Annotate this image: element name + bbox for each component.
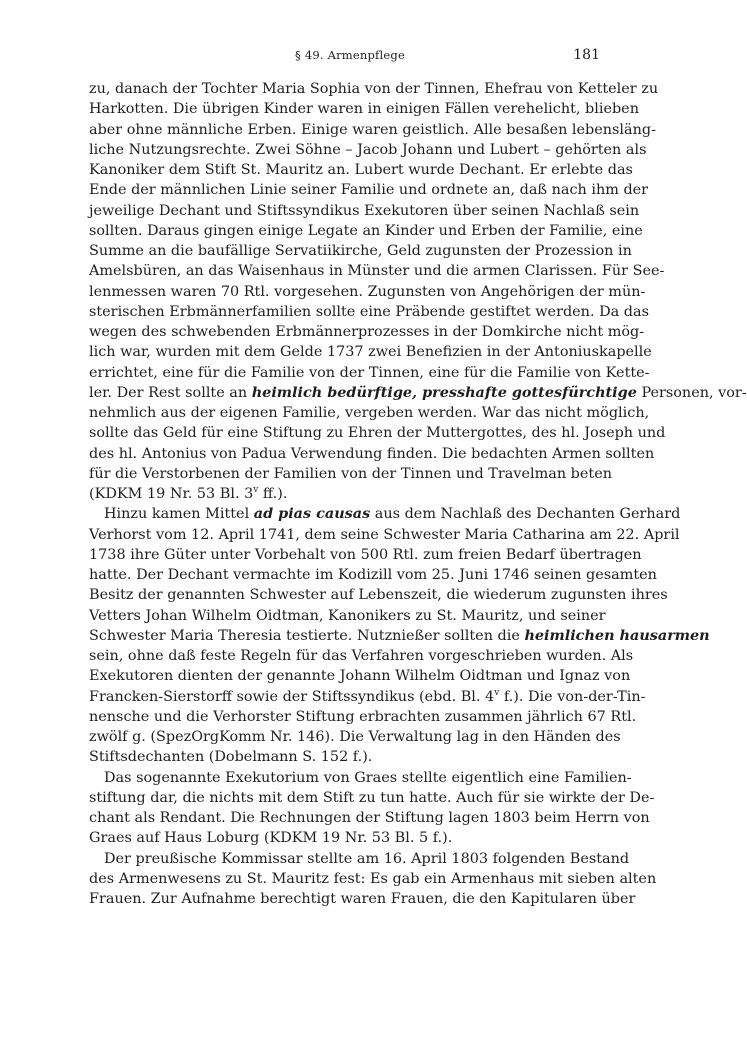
line-text: Stiftsdechanten (Dobelmann S. 152 f.). xyxy=(89,749,373,766)
line-text: des Armenwesens zu St. Mauritz fest: Es gab ein Armenhaus mit sieben alten xyxy=(89,870,657,887)
text-line xyxy=(89,140,647,160)
text-line xyxy=(89,484,600,504)
line-text: sollte das Geld für eine Stiftung zu Ehren der Muttergottes, des hl. Joseph und xyxy=(89,425,666,442)
text-line xyxy=(89,120,656,140)
line-text: jeweilige Dechant und Stiftssyndikus Exekutoren über seinen Nachlaß sein xyxy=(89,202,640,219)
text-line xyxy=(89,444,655,464)
line-text: nehmlich aus der eigenen Familie, vergeben werden. War das nicht möglich, xyxy=(89,405,650,421)
line-text: liche Nutzungsrechte. Zwei Söhne – Jacob Johann und Lubert – gehörten als xyxy=(89,141,647,158)
line-text: Schwester Maria Theresia testierte. Nutznießer sollten die xyxy=(89,627,525,644)
line-text: sollten. Daraus gingen einige Legate an Kinder und Erben der Familie, eine xyxy=(89,222,643,239)
text-line xyxy=(89,322,645,342)
text-line xyxy=(89,727,621,747)
text-line xyxy=(89,282,646,302)
line-text: für die Verstorbenen der Familien von der Tinnen und Travelman beten xyxy=(89,465,612,482)
running-head xyxy=(0,46,700,64)
text-line xyxy=(89,261,665,281)
line-text: nensche und die Verhorster Stiftung erbrachten zusammen jährlich 67 Rtl. xyxy=(89,708,637,725)
text-line xyxy=(89,403,650,423)
line-text: stiftung dar, die nichts mit dem Stift zu tun hatte. Auch für sie wirkte der De- xyxy=(89,789,655,806)
line-text: aus dem Nachlaß des Dechanten Gerhard xyxy=(370,506,681,523)
text-line xyxy=(89,747,600,767)
line-text: errichtet, eine für die Familie von der Tinnen, eine für die Familie von Kette- xyxy=(89,364,650,381)
text-line xyxy=(89,504,681,524)
text-line xyxy=(89,585,668,605)
text-line xyxy=(89,201,640,221)
text-line xyxy=(89,221,643,241)
line-text: Summe an die baufällige Servatiikirche, Geld zugunsten der Prozession in xyxy=(89,243,632,259)
line-text: Francken-Sierstorff sowie der Stiftssyndikus (ebd. Bl. 4 xyxy=(89,688,495,705)
folio-verso-mark: v xyxy=(494,687,500,698)
line-text: Verhorst vom 12. April 1741, dem seine Schwester Maria Catharina am 22. April xyxy=(89,526,680,543)
text-line xyxy=(89,342,652,362)
text-line xyxy=(89,525,680,545)
text-line xyxy=(89,241,632,261)
body-text xyxy=(89,79,747,909)
line-text: sein, ohne daß feste Regeln für das Verfahren vorgeschrieben wurden. Als xyxy=(89,648,634,664)
text-line xyxy=(89,302,649,322)
line-text: Amelsbüren, an das Waisenhaus in Münster und die armen Clarissen. Für See- xyxy=(89,263,665,280)
line-text: zwölf g. (SpezOrgKomm Nr. 146). Die Verwaltung lag in den Händen des xyxy=(89,729,621,745)
text-line xyxy=(89,363,650,383)
text-line xyxy=(89,869,657,889)
text-line xyxy=(89,160,633,180)
text-line xyxy=(89,423,666,443)
emphasis-quote: heimlich bedürftige, presshafte gottesfürchtige xyxy=(251,383,637,401)
text-line xyxy=(89,666,631,686)
line-text: aber ohne männliche Erben. Einige waren geistlich. Alle besaßen lebensläng- xyxy=(89,121,656,138)
line-text: Exekutoren dienten der genannte Johann Wilhelm Oidtman und Ignaz von xyxy=(89,668,631,685)
line-text: wegen des schwebenden Erbmännerprozesses in der Domkirche nicht mög- xyxy=(89,324,645,340)
line-text: Frauen. Zur Aufnahme berechtigt waren Frauen, die den Kapitularen über xyxy=(89,891,636,907)
text-line xyxy=(89,646,634,666)
line-text: Das sogenannte Exekutorium von Graes stellte eigentlich eine Familien- xyxy=(104,769,632,786)
line-text: Ende der männlichen Linie seiner Familie und ordnete an, daß nach ihm der xyxy=(89,182,649,199)
emphasis-quote: ad pias causas xyxy=(253,505,371,523)
text-line xyxy=(89,849,630,869)
text-line xyxy=(89,808,650,828)
text-line xyxy=(89,768,632,788)
line-text: Besitz der genannten Schwester auf Lebenszeit, die wiederum zugunsten ihres xyxy=(89,587,668,604)
line-text: Vetters Johan Wilhelm Oidtman, Kanonikers zu St. Mauritz, und seiner xyxy=(89,607,606,624)
line-text: Kanoniker dem Stift St. Mauritz an. Lubert wurde Dechant. Er erlebte das xyxy=(89,162,633,178)
text-line xyxy=(89,707,637,727)
text-line xyxy=(89,99,639,119)
text-line xyxy=(89,788,655,808)
line-text: hatte. Der Dechant vermachte im Kodizill vom 25. Juni 1746 seinen gesamten xyxy=(89,567,657,583)
text-line xyxy=(89,687,646,707)
line-text: sterischen Erbmännerfamilien sollte eine Präbende gestiftet werden. Da das xyxy=(89,303,649,320)
text-line xyxy=(89,383,747,403)
text-line xyxy=(89,545,642,565)
emphasis-quote: heimlichen hausarmen xyxy=(524,626,710,644)
line-text: des hl. Antonius von Padua Verwendung finden. Die bedachten Armen sollten xyxy=(89,445,655,462)
text-line xyxy=(89,464,612,484)
line-text: chant als Rendant. Die Rechnungen der Stiftung lagen 1803 beim Herrn von xyxy=(89,810,650,826)
text-line xyxy=(89,606,606,626)
line-text: Hinzu kamen Mittel xyxy=(104,506,254,523)
line-text: 1738 ihre Güter unter Vorbehalt von 500 Rtl. zum freien Bedarf übertragen xyxy=(89,546,642,563)
text-line xyxy=(89,79,659,99)
text-line xyxy=(89,889,636,909)
line-text: Personen, vor- xyxy=(636,384,747,401)
line-text: f.). Die von-der-Tin- xyxy=(499,688,646,705)
text-line xyxy=(89,626,710,646)
line-text: Harkotten. Die übrigen Kinder waren in einigen Fällen verehelicht, blieben xyxy=(89,101,639,118)
line-text: (KDKM 19 Nr. 53 Bl. 3 xyxy=(89,486,254,502)
line-text: Der preußische Kommissar stellte am 16. April 1803 folgenden Bestand xyxy=(104,850,630,867)
line-text: lich war, wurden mit dem Gelde 1737 zwei Benefizien in der Antoniuskapelle xyxy=(89,344,652,361)
line-text: Graes auf Haus Loburg (KDKM 19 Nr. 53 Bl. 5 f.). xyxy=(89,830,453,847)
text-line xyxy=(89,565,657,585)
section-title: § 49. Armenpflege xyxy=(295,48,405,62)
text-line xyxy=(89,828,600,848)
line-text: lenmessen waren 70 Rtl. vorgesehen. Zugunsten von Angehörigen der mün- xyxy=(89,283,646,300)
line-text: ler. Der Rest sollte an xyxy=(89,384,252,401)
page-number: 181 xyxy=(573,47,600,63)
text-line xyxy=(89,180,649,200)
folio-verso-mark: v xyxy=(253,485,259,496)
line-text: zu, danach der Tochter Maria Sophia von der Tinnen, Ehefrau von Ketteler zu xyxy=(89,81,659,97)
line-text: ff.). xyxy=(258,486,288,502)
